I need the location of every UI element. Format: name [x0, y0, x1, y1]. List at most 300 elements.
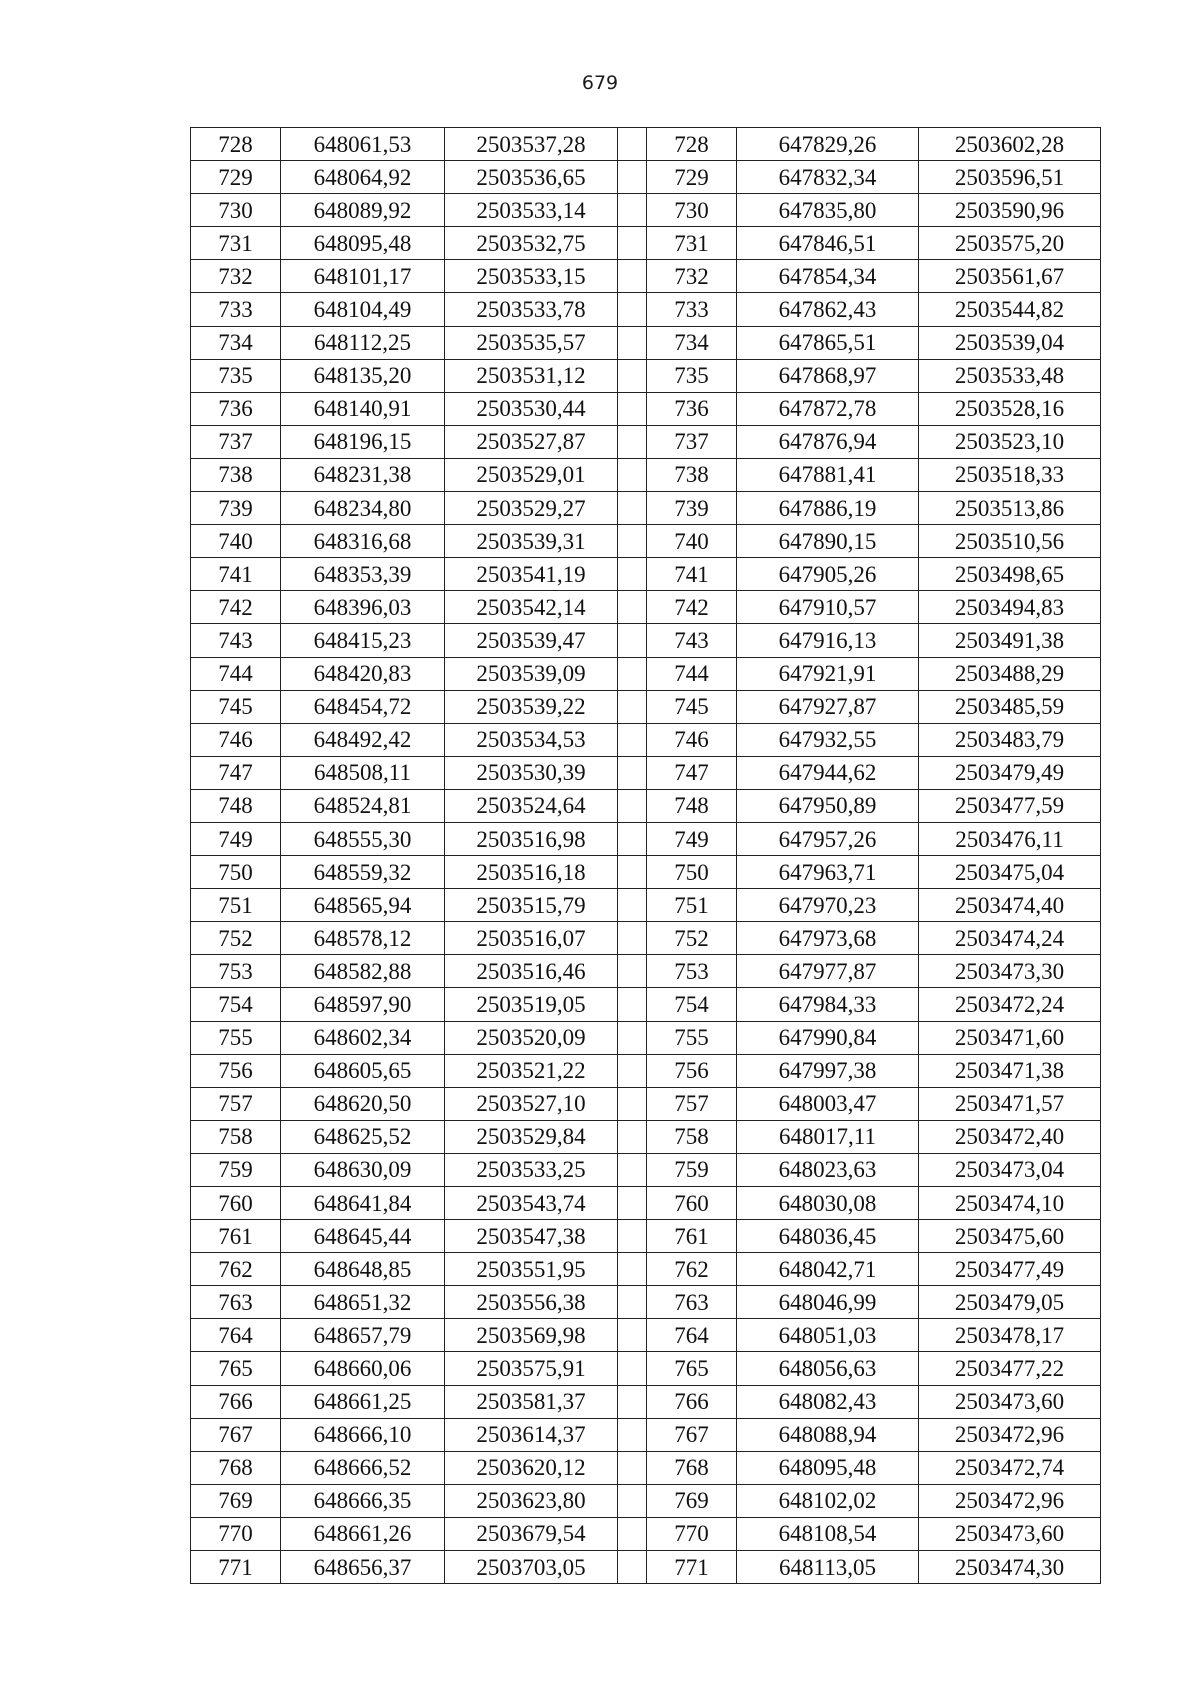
point-number-right: 751: [647, 889, 737, 922]
spacer-cell: [618, 1286, 647, 1319]
table-row: [191, 1021, 1101, 1054]
spacer-cell: [618, 1153, 647, 1186]
y-coordinate-left: 2503551,95: [445, 1253, 618, 1286]
point-number-left: 740: [191, 525, 281, 558]
y-coordinate-right: 2503575,20: [919, 227, 1101, 260]
y-coordinate-right: 2503528,16: [919, 392, 1101, 425]
x-coordinate-right: 647876,94: [737, 425, 919, 458]
x-coordinate-right: 648036,45: [737, 1220, 919, 1253]
y-coordinate-left: 2503539,22: [445, 690, 618, 723]
y-coordinate-left: 2503530,39: [445, 756, 618, 789]
table-row: [191, 359, 1101, 392]
y-coordinate-right: 2503473,30: [919, 955, 1101, 988]
spacer-cell: [618, 690, 647, 723]
point-number-left: 733: [191, 293, 281, 326]
spacer-cell: [618, 889, 647, 922]
y-coordinate-left: 2503521,22: [445, 1054, 618, 1087]
point-number-left: 743: [191, 624, 281, 657]
table-row: [191, 1054, 1101, 1087]
x-coordinate-left: 648666,35: [281, 1484, 445, 1517]
point-number-right: 738: [647, 458, 737, 491]
x-coordinate-left: 648420,83: [281, 657, 445, 690]
table-row: [191, 922, 1101, 955]
point-number-right: 739: [647, 492, 737, 525]
y-coordinate-right: 2503475,60: [919, 1220, 1101, 1253]
point-number-left: 747: [191, 756, 281, 789]
y-coordinate-right: 2503474,40: [919, 889, 1101, 922]
y-coordinate-right: 2503479,49: [919, 756, 1101, 789]
y-coordinate-left: 2503516,98: [445, 822, 618, 855]
table-row: [191, 822, 1101, 855]
spacer-cell: [618, 822, 647, 855]
spacer-cell: [618, 723, 647, 756]
table-row: [191, 624, 1101, 657]
point-number-left: 732: [191, 260, 281, 293]
x-coordinate-left: 648140,91: [281, 392, 445, 425]
y-coordinate-left: 2503543,74: [445, 1187, 618, 1220]
y-coordinate-right: 2503491,38: [919, 624, 1101, 657]
y-coordinate-right: 2503590,96: [919, 194, 1101, 227]
point-number-right: 765: [647, 1352, 737, 1385]
point-number-right: 735: [647, 359, 737, 392]
point-number-right: 749: [647, 822, 737, 855]
point-number-right: 730: [647, 194, 737, 227]
x-coordinate-left: 648104,49: [281, 293, 445, 326]
point-number-right: 743: [647, 624, 737, 657]
y-coordinate-right: 2503561,67: [919, 260, 1101, 293]
y-coordinate-right: 2503472,24: [919, 988, 1101, 1021]
table-row: [191, 856, 1101, 889]
point-number-right: 741: [647, 558, 737, 591]
point-number-right: 737: [647, 425, 737, 458]
point-number-left: 736: [191, 392, 281, 425]
point-number-left: 753: [191, 955, 281, 988]
point-number-right: 763: [647, 1286, 737, 1319]
x-coordinate-left: 648196,15: [281, 425, 445, 458]
x-coordinate-right: 647868,97: [737, 359, 919, 392]
x-coordinate-left: 648095,48: [281, 227, 445, 260]
point-number-left: 771: [191, 1551, 281, 1584]
point-number-right: 740: [647, 525, 737, 558]
x-coordinate-left: 648089,92: [281, 194, 445, 227]
y-coordinate-left: 2503519,05: [445, 988, 618, 1021]
y-coordinate-left: 2503539,31: [445, 525, 618, 558]
table-row: [191, 1187, 1101, 1220]
spacer-cell: [618, 955, 647, 988]
x-coordinate-right: 647862,43: [737, 293, 919, 326]
x-coordinate-right: 648042,71: [737, 1253, 919, 1286]
x-coordinate-left: 648101,17: [281, 260, 445, 293]
x-coordinate-left: 648061,53: [281, 128, 445, 161]
y-coordinate-right: 2503473,60: [919, 1517, 1101, 1550]
point-number-right: 759: [647, 1153, 737, 1186]
x-coordinate-left: 648630,09: [281, 1153, 445, 1186]
x-coordinate-right: 647916,13: [737, 624, 919, 657]
x-coordinate-left: 648524,81: [281, 789, 445, 822]
x-coordinate-left: 648578,12: [281, 922, 445, 955]
x-coordinate-left: 648657,79: [281, 1319, 445, 1352]
table-row: [191, 1451, 1101, 1484]
y-coordinate-right: 2503472,96: [919, 1418, 1101, 1451]
x-coordinate-right: 647984,33: [737, 988, 919, 1021]
table-row: [191, 128, 1101, 161]
x-coordinate-right: 648046,99: [737, 1286, 919, 1319]
y-coordinate-left: 2503541,19: [445, 558, 618, 591]
table-row: [191, 1418, 1101, 1451]
spacer-cell: [618, 1120, 647, 1153]
x-coordinate-left: 648492,42: [281, 723, 445, 756]
x-coordinate-left: 648559,32: [281, 856, 445, 889]
point-number-left: 765: [191, 1352, 281, 1385]
spacer-cell: [618, 492, 647, 525]
y-coordinate-right: 2503471,60: [919, 1021, 1101, 1054]
point-number-left: 745: [191, 690, 281, 723]
y-coordinate-left: 2503539,09: [445, 657, 618, 690]
spacer-cell: [618, 1253, 647, 1286]
x-coordinate-left: 648396,03: [281, 591, 445, 624]
spacer-cell: [618, 558, 647, 591]
x-coordinate-left: 648508,11: [281, 756, 445, 789]
point-number-left: 746: [191, 723, 281, 756]
point-number-right: 761: [647, 1220, 737, 1253]
point-number-left: 729: [191, 161, 281, 194]
y-coordinate-left: 2503524,64: [445, 789, 618, 822]
y-coordinate-right: 2503472,74: [919, 1451, 1101, 1484]
spacer-cell: [618, 1187, 647, 1220]
spacer-cell: [618, 756, 647, 789]
spacer-cell: [618, 1352, 647, 1385]
y-coordinate-right: 2503479,05: [919, 1286, 1101, 1319]
x-coordinate-right: 648088,94: [737, 1418, 919, 1451]
table-row: [191, 1120, 1101, 1153]
y-coordinate-right: 2503471,38: [919, 1054, 1101, 1087]
point-number-left: 735: [191, 359, 281, 392]
point-number-left: 754: [191, 988, 281, 1021]
table-row: [191, 789, 1101, 822]
point-number-left: 769: [191, 1484, 281, 1517]
y-coordinate-right: 2503477,22: [919, 1352, 1101, 1385]
point-number-left: 741: [191, 558, 281, 591]
point-number-right: 734: [647, 326, 737, 359]
x-coordinate-right: 647846,51: [737, 227, 919, 260]
point-number-left: 764: [191, 1319, 281, 1352]
x-coordinate-left: 648620,50: [281, 1087, 445, 1120]
table-row: [191, 1484, 1101, 1517]
table-row: [191, 1253, 1101, 1286]
x-coordinate-left: 648641,84: [281, 1187, 445, 1220]
y-coordinate-right: 2503474,24: [919, 922, 1101, 955]
y-coordinate-left: 2503532,75: [445, 227, 618, 260]
y-coordinate-left: 2503614,37: [445, 1418, 618, 1451]
point-number-left: 744: [191, 657, 281, 690]
y-coordinate-left: 2503542,14: [445, 591, 618, 624]
x-coordinate-right: 647970,23: [737, 889, 919, 922]
y-coordinate-right: 2503476,11: [919, 822, 1101, 855]
x-coordinate-left: 648064,92: [281, 161, 445, 194]
point-number-right: 770: [647, 1517, 737, 1550]
y-coordinate-right: 2503539,04: [919, 326, 1101, 359]
table-row: [191, 558, 1101, 591]
spacer-cell: [618, 1220, 647, 1253]
point-number-left: 758: [191, 1120, 281, 1153]
spacer-cell: [618, 525, 647, 558]
point-number-right: 729: [647, 161, 737, 194]
y-coordinate-left: 2503533,14: [445, 194, 618, 227]
table-row: [191, 1352, 1101, 1385]
point-number-left: 730: [191, 194, 281, 227]
x-coordinate-right: 647973,68: [737, 922, 919, 955]
y-coordinate-left: 2503556,38: [445, 1286, 618, 1319]
spacer-cell: [618, 194, 647, 227]
point-number-left: 749: [191, 822, 281, 855]
table-row: [191, 591, 1101, 624]
spacer-cell: [618, 161, 647, 194]
spacer-cell: [618, 1418, 647, 1451]
point-number-left: 748: [191, 789, 281, 822]
x-coordinate-left: 648656,37: [281, 1551, 445, 1584]
x-coordinate-left: 648661,25: [281, 1385, 445, 1418]
point-number-right: 764: [647, 1319, 737, 1352]
coordinates-table: [190, 127, 1101, 1584]
x-coordinate-right: 648051,03: [737, 1319, 919, 1352]
y-coordinate-left: 2503529,27: [445, 492, 618, 525]
y-coordinate-right: 2503473,60: [919, 1385, 1101, 1418]
table-row: [191, 723, 1101, 756]
y-coordinate-left: 2503527,10: [445, 1087, 618, 1120]
table-row: [191, 988, 1101, 1021]
table-row: [191, 1385, 1101, 1418]
table-row: [191, 1153, 1101, 1186]
y-coordinate-right: 2503475,04: [919, 856, 1101, 889]
x-coordinate-right: 647872,78: [737, 392, 919, 425]
x-coordinate-left: 648651,32: [281, 1286, 445, 1319]
x-coordinate-right: 647910,57: [737, 591, 919, 624]
spacer-cell: [618, 1451, 647, 1484]
x-coordinate-right: 648003,47: [737, 1087, 919, 1120]
point-number-right: 757: [647, 1087, 737, 1120]
point-number-right: 769: [647, 1484, 737, 1517]
x-coordinate-left: 648602,34: [281, 1021, 445, 1054]
point-number-right: 747: [647, 756, 737, 789]
spacer-cell: [618, 657, 647, 690]
x-coordinate-right: 647890,15: [737, 525, 919, 558]
x-coordinate-left: 648605,65: [281, 1054, 445, 1087]
point-number-right: 762: [647, 1253, 737, 1286]
x-coordinate-left: 648666,52: [281, 1451, 445, 1484]
x-coordinate-right: 647944,62: [737, 756, 919, 789]
x-coordinate-right: 647957,26: [737, 822, 919, 855]
point-number-right: 748: [647, 789, 737, 822]
y-coordinate-right: 2503477,49: [919, 1253, 1101, 1286]
point-number-left: 757: [191, 1087, 281, 1120]
table-row: [191, 525, 1101, 558]
point-number-left: 763: [191, 1286, 281, 1319]
y-coordinate-left: 2503535,57: [445, 326, 618, 359]
x-coordinate-left: 648112,25: [281, 326, 445, 359]
y-coordinate-right: 2503473,04: [919, 1153, 1101, 1186]
y-coordinate-right: 2503488,29: [919, 657, 1101, 690]
point-number-right: 732: [647, 260, 737, 293]
x-coordinate-right: 648017,11: [737, 1120, 919, 1153]
spacer-cell: [618, 458, 647, 491]
spacer-cell: [618, 227, 647, 260]
table-row: [191, 326, 1101, 359]
point-number-left: 760: [191, 1187, 281, 1220]
y-coordinate-left: 2503623,80: [445, 1484, 618, 1517]
y-coordinate-right: 2503544,82: [919, 293, 1101, 326]
point-number-left: 750: [191, 856, 281, 889]
y-coordinate-left: 2503529,01: [445, 458, 618, 491]
spacer-cell: [618, 392, 647, 425]
point-number-left: 755: [191, 1021, 281, 1054]
spacer-cell: [618, 856, 647, 889]
y-coordinate-left: 2503620,12: [445, 1451, 618, 1484]
y-coordinate-right: 2503494,83: [919, 591, 1101, 624]
y-coordinate-right: 2503513,86: [919, 492, 1101, 525]
x-coordinate-right: 647881,41: [737, 458, 919, 491]
y-coordinate-right: 2503602,28: [919, 128, 1101, 161]
y-coordinate-left: 2503516,18: [445, 856, 618, 889]
y-coordinate-right: 2503478,17: [919, 1319, 1101, 1352]
table-row: [191, 194, 1101, 227]
x-coordinate-right: 648102,02: [737, 1484, 919, 1517]
table-row: [191, 690, 1101, 723]
table-row: [191, 492, 1101, 525]
x-coordinate-left: 648648,85: [281, 1253, 445, 1286]
x-coordinate-left: 648597,90: [281, 988, 445, 1021]
spacer-cell: [618, 128, 647, 161]
spacer-cell: [618, 1551, 647, 1584]
y-coordinate-left: 2503703,05: [445, 1551, 618, 1584]
spacer-cell: [618, 988, 647, 1021]
y-coordinate-left: 2503520,09: [445, 1021, 618, 1054]
x-coordinate-right: 648082,43: [737, 1385, 919, 1418]
x-coordinate-right: 647829,26: [737, 128, 919, 161]
point-number-left: 767: [191, 1418, 281, 1451]
x-coordinate-left: 648135,20: [281, 359, 445, 392]
table-row: [191, 955, 1101, 988]
x-coordinate-right: 647921,91: [737, 657, 919, 690]
point-number-right: 733: [647, 293, 737, 326]
point-number-left: 739: [191, 492, 281, 525]
spacer-cell: [618, 922, 647, 955]
point-number-left: 762: [191, 1253, 281, 1286]
y-coordinate-right: 2503518,33: [919, 458, 1101, 491]
y-coordinate-right: 2503477,59: [919, 789, 1101, 822]
spacer-cell: [618, 591, 647, 624]
point-number-left: 752: [191, 922, 281, 955]
point-number-right: 756: [647, 1054, 737, 1087]
table-row: [191, 392, 1101, 425]
y-coordinate-right: 2503485,59: [919, 690, 1101, 723]
y-coordinate-left: 2503534,53: [445, 723, 618, 756]
x-coordinate-left: 648555,30: [281, 822, 445, 855]
table-row: [191, 756, 1101, 789]
x-coordinate-left: 648234,80: [281, 492, 445, 525]
y-coordinate-left: 2503533,15: [445, 260, 618, 293]
point-number-right: 760: [647, 1187, 737, 1220]
y-coordinate-left: 2503581,37: [445, 1385, 618, 1418]
y-coordinate-right: 2503523,10: [919, 425, 1101, 458]
y-coordinate-left: 2503516,46: [445, 955, 618, 988]
x-coordinate-left: 648625,52: [281, 1120, 445, 1153]
y-coordinate-left: 2503547,38: [445, 1220, 618, 1253]
y-coordinate-left: 2503516,07: [445, 922, 618, 955]
table-row: [191, 425, 1101, 458]
spacer-cell: [618, 624, 647, 657]
x-coordinate-left: 648582,88: [281, 955, 445, 988]
x-coordinate-right: 647905,26: [737, 558, 919, 591]
point-number-left: 766: [191, 1385, 281, 1418]
point-number-right: 771: [647, 1551, 737, 1584]
x-coordinate-right: 647950,89: [737, 789, 919, 822]
y-coordinate-left: 2503537,28: [445, 128, 618, 161]
point-number-right: 758: [647, 1120, 737, 1153]
point-number-right: 766: [647, 1385, 737, 1418]
point-number-left: 742: [191, 591, 281, 624]
point-number-right: 736: [647, 392, 737, 425]
point-number-left: 761: [191, 1220, 281, 1253]
spacer-cell: [618, 1517, 647, 1550]
point-number-left: 770: [191, 1517, 281, 1550]
y-coordinate-right: 2503533,48: [919, 359, 1101, 392]
point-number-left: 737: [191, 425, 281, 458]
point-number-left: 728: [191, 128, 281, 161]
point-number-right: 745: [647, 690, 737, 723]
spacer-cell: [618, 425, 647, 458]
x-coordinate-left: 648353,39: [281, 558, 445, 591]
x-coordinate-right: 647854,34: [737, 260, 919, 293]
table-row: [191, 458, 1101, 491]
y-coordinate-left: 2503569,98: [445, 1319, 618, 1352]
spacer-cell: [618, 1484, 647, 1517]
y-coordinate-left: 2503530,44: [445, 392, 618, 425]
spacer-cell: [618, 1319, 647, 1352]
x-coordinate-left: 648231,38: [281, 458, 445, 491]
point-number-right: 767: [647, 1418, 737, 1451]
spacer-cell: [618, 1021, 647, 1054]
x-coordinate-left: 648316,68: [281, 525, 445, 558]
spacer-cell: [618, 260, 647, 293]
y-coordinate-right: 2503472,96: [919, 1484, 1101, 1517]
point-number-right: 746: [647, 723, 737, 756]
y-coordinate-right: 2503474,30: [919, 1551, 1101, 1584]
y-coordinate-left: 2503529,84: [445, 1120, 618, 1153]
x-coordinate-right: 647835,80: [737, 194, 919, 227]
y-coordinate-right: 2503483,79: [919, 723, 1101, 756]
x-coordinate-right: 647977,87: [737, 955, 919, 988]
spacer-cell: [618, 1385, 647, 1418]
y-coordinate-left: 2503536,65: [445, 161, 618, 194]
y-coordinate-left: 2503531,12: [445, 359, 618, 392]
y-coordinate-left: 2503533,25: [445, 1153, 618, 1186]
y-coordinate-left: 2503515,79: [445, 889, 618, 922]
x-coordinate-left: 648660,06: [281, 1352, 445, 1385]
table-row: [191, 1319, 1101, 1352]
y-coordinate-left: 2503679,54: [445, 1517, 618, 1550]
x-coordinate-right: 647927,87: [737, 690, 919, 723]
x-coordinate-left: 648645,44: [281, 1220, 445, 1253]
point-number-right: 754: [647, 988, 737, 1021]
y-coordinate-right: 2503471,57: [919, 1087, 1101, 1120]
point-number-left: 731: [191, 227, 281, 260]
y-coordinate-right: 2503510,56: [919, 525, 1101, 558]
x-coordinate-left: 648565,94: [281, 889, 445, 922]
point-number-right: 752: [647, 922, 737, 955]
y-coordinate-left: 2503533,78: [445, 293, 618, 326]
x-coordinate-right: 647932,55: [737, 723, 919, 756]
point-number-left: 738: [191, 458, 281, 491]
